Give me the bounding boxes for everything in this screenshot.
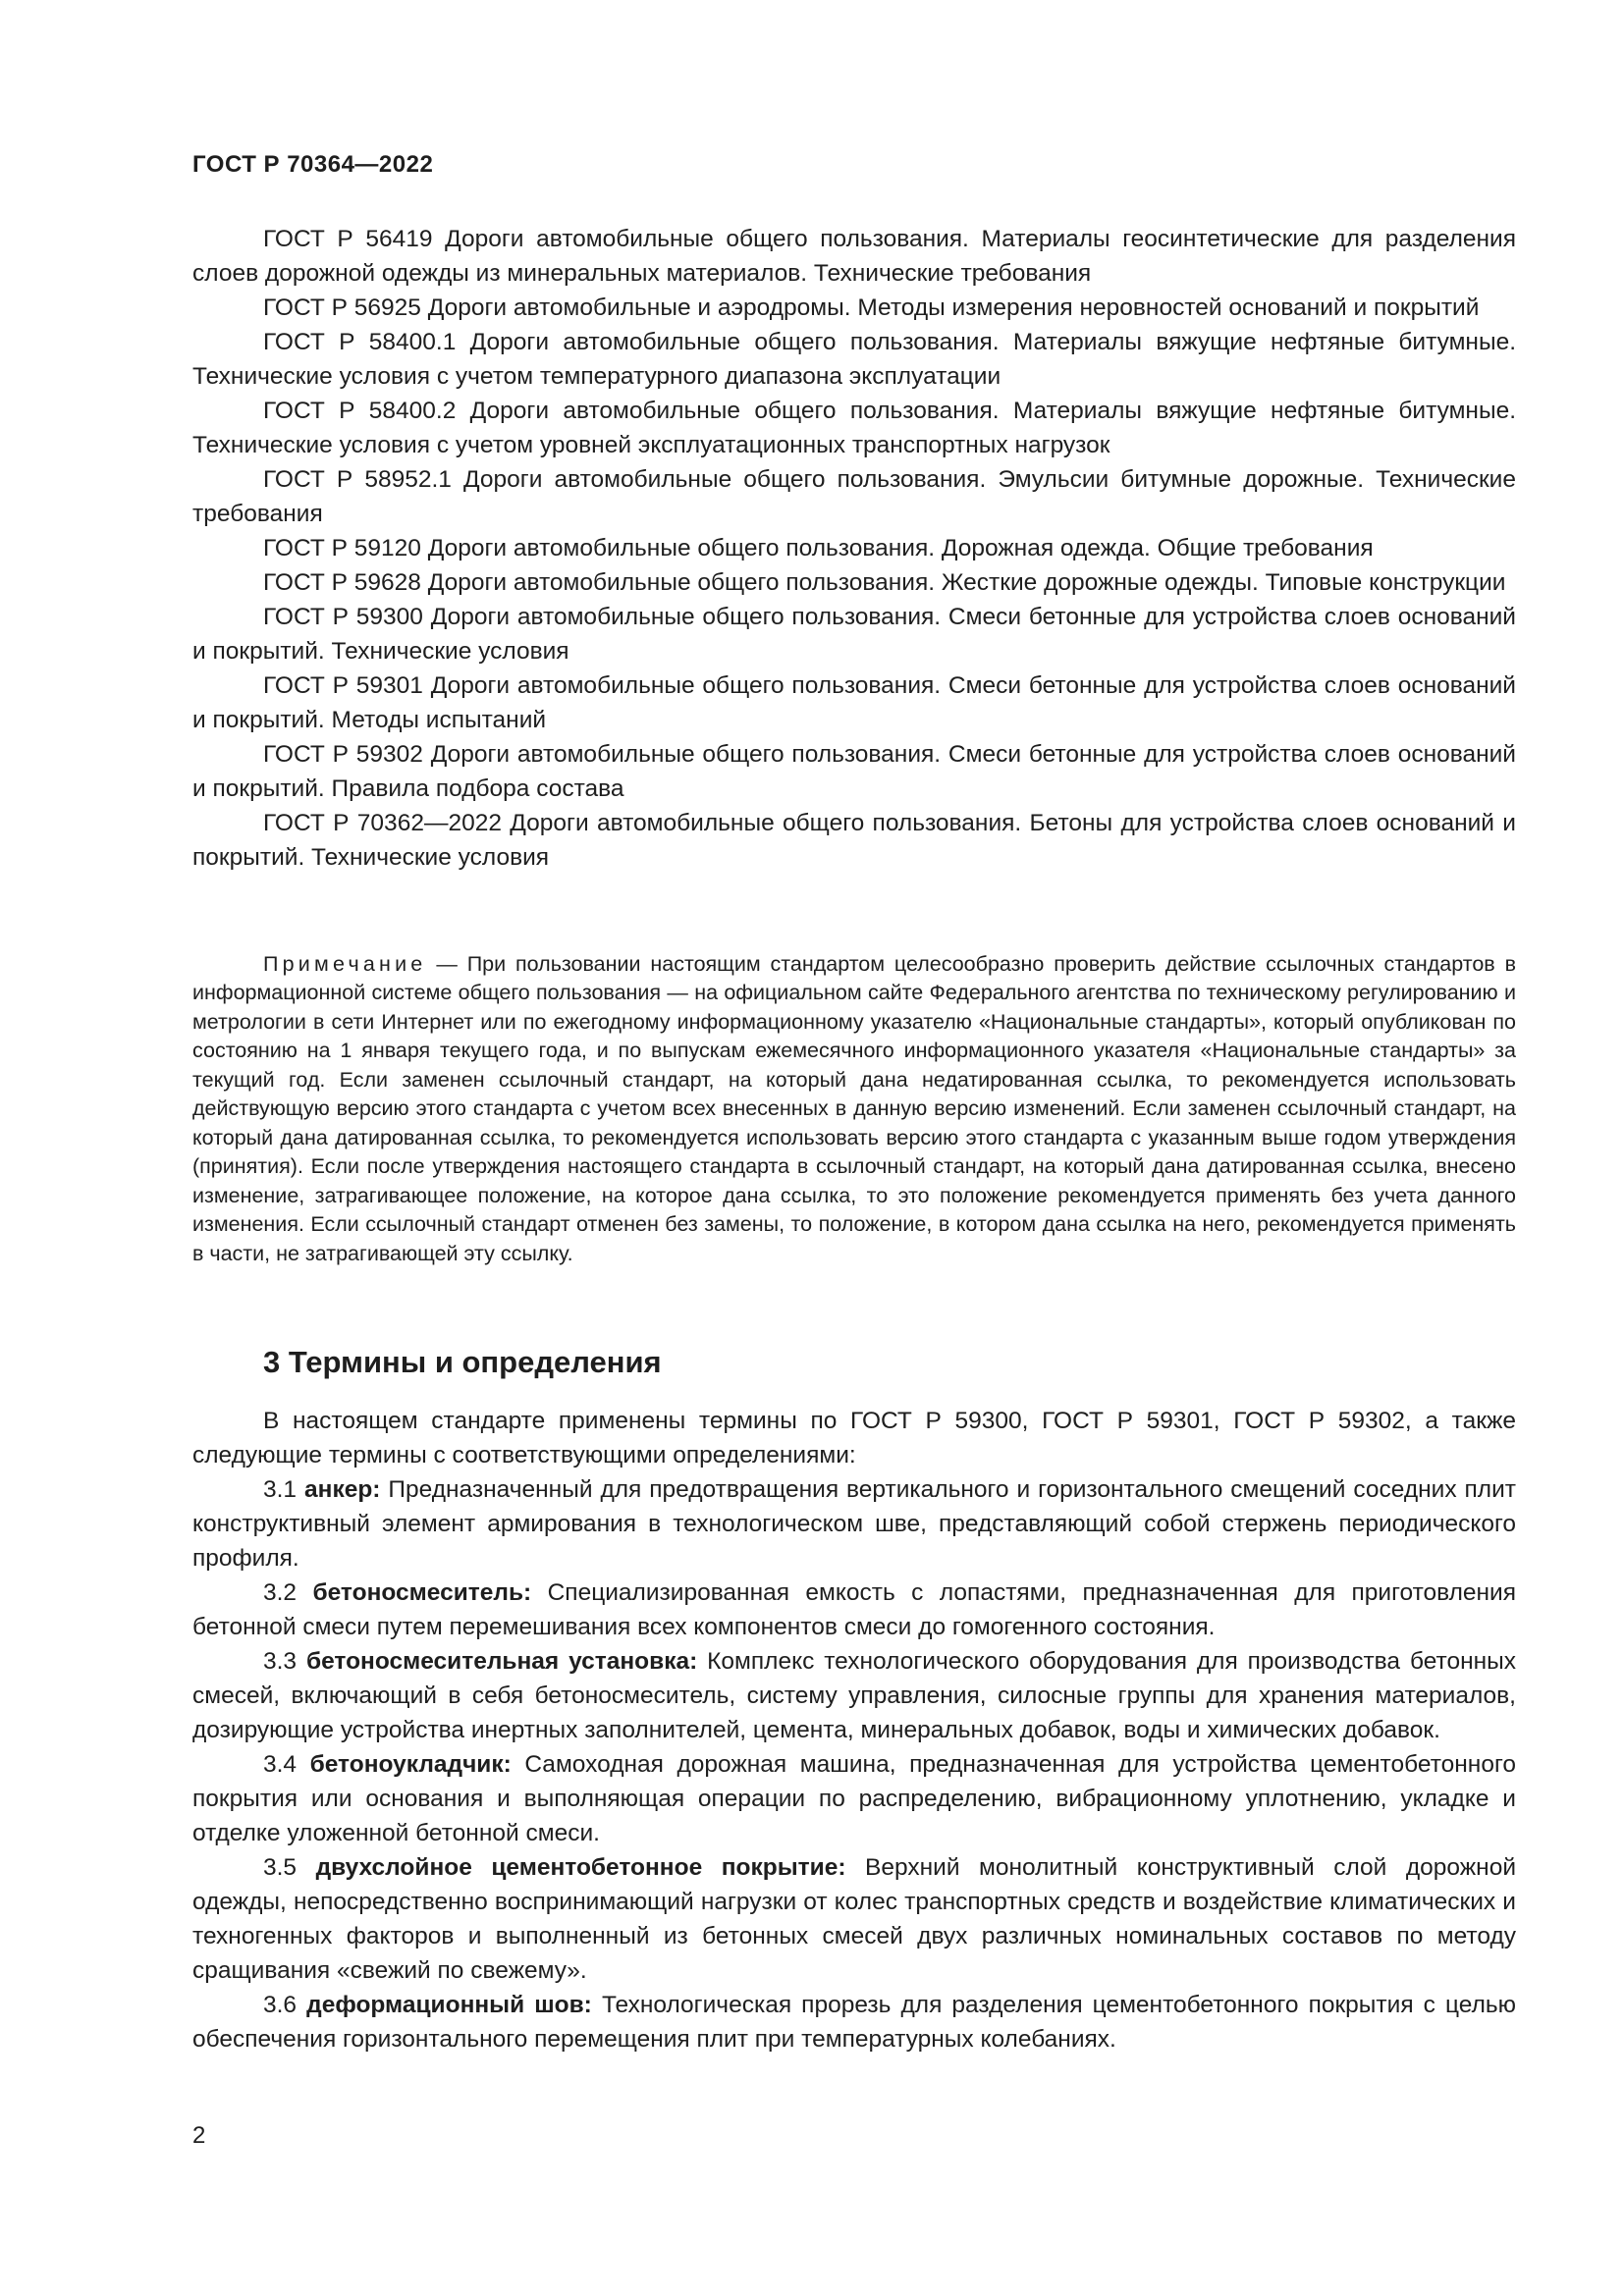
term-entry xyxy=(192,1988,1516,2056)
term-word: деформационный шов: xyxy=(306,1992,592,2018)
reference-title: Дороги автомобильные общего пользования. Смеси бетонные для устройства слоев оснований и покрытий. Правила подбора состава xyxy=(192,741,1516,802)
reference-item xyxy=(192,600,1516,668)
reference-item xyxy=(192,325,1516,394)
reference-code: ГОСТ Р 58400.2 xyxy=(263,398,457,424)
term-definition: Специализированная емкость с лопастями, предназначенная для приготовления бетонной смеси путем перемешивания всех компонентов смеси до гомогенного состояния. xyxy=(192,1579,1517,1640)
reference-code: ГОСТ Р 56925 xyxy=(263,294,421,321)
term-definition: Комплекс технологического оборудования для производства бетонных смесей, включающий в себя бетоносмеситель, систему управления, силосные группы для хранения материалов, дозирующие устройства инертных заполнителей, цемента, минеральных добавок, воды и химических добавок. xyxy=(192,1648,1517,1743)
note-label: Примечание xyxy=(263,951,427,976)
term-definition: Верхний монолитный конструктивный слой дорожной одежды, непосредственно воспринимающий нагрузки от колес транспортных средств и воздействие климатических и техногенных факторов и выполненный из бетонных смесей двух различных номинальных составов по методу сращивания «свежий по свежему». xyxy=(192,1854,1517,1984)
reference-code: ГОСТ Р 59301 xyxy=(263,672,423,699)
reference-item xyxy=(192,737,1516,806)
reference-title: Дороги автомобильные и аэродромы. Методы измерения неровностей оснований и покрытий xyxy=(427,294,1480,321)
term-word: анкер: xyxy=(304,1476,381,1503)
term-number: 3.5 xyxy=(263,1854,298,1881)
reference-item xyxy=(192,531,1516,565)
reference-item xyxy=(192,291,1516,325)
page-number: 2 xyxy=(192,2122,206,2149)
term-word: двухслойное цементобетонное покрытие: xyxy=(315,1854,846,1881)
reference-item xyxy=(192,806,1516,875)
term-definition: Самоходная дорожная машина, предназначенная для устройства цементобетонного покрытия или основания и выполняющая операции по распределению, вибрационному уплотнению, укладке и отделке уложенной бетонной смеси. xyxy=(192,1751,1516,1846)
reference-item xyxy=(192,565,1516,600)
reference-title: Дороги автомобильные общего пользования. Смеси бетонные для устройства слоев оснований и покрытий. Методы испытаний xyxy=(192,672,1516,733)
reference-title: Дороги автомобильные общего пользования. Материалы вяжущие нефтяные битумные. Технические условия с учетом уровней эксплуатационных транспортных нагрузок xyxy=(192,398,1517,458)
reference-item xyxy=(192,462,1516,531)
term-entry xyxy=(192,1747,1516,1850)
term-number: 3.6 xyxy=(263,1992,298,2018)
reference-title: Дороги автомобильные общего пользования. Материалы геосинтетические для разделения слоев дорожной одежды из минеральных материалов. Технические требования xyxy=(192,226,1516,287)
reference-title: Дороги автомобильные общего пользования. Бетоны для устройства слоев оснований и покрытий. Технические условия xyxy=(192,810,1516,871)
reference-title: Дороги автомобильные общего пользования. Дорожная одежда. Общие требования xyxy=(427,535,1374,561)
term-number: 3.4 xyxy=(263,1751,298,1778)
reference-code: ГОСТ Р 58952.1 xyxy=(263,466,452,493)
reference-code: ГОСТ Р 59300 xyxy=(263,604,423,630)
terms-list xyxy=(192,1404,1516,2056)
term-word: бетоносмеситель: xyxy=(312,1579,532,1606)
reference-code: ГОСТ Р 58400.1 xyxy=(263,329,457,355)
reference-title: Дороги автомобильные общего пользования. Эмульсии битумные дорожные. Технические требования xyxy=(192,466,1516,527)
reference-item xyxy=(192,668,1516,737)
term-entry xyxy=(192,1644,1516,1747)
term-word: бетоносмесительная установка: xyxy=(305,1648,698,1675)
section-intro: В настоящем стандарте применены термины по ГОСТ Р 59300, ГОСТ Р 59301, ГОСТ Р 59302, а также следующие термины с соответствующими определениями: xyxy=(192,1408,1516,1468)
reference-code: ГОСТ Р 59120 xyxy=(263,535,421,561)
normative-references-list xyxy=(192,222,1516,875)
term-definition: Предназначенный для предотвращения вертикального и горизонтального смещений соседних плит конструктивный элемент армирования в технологическом шве, представляющий собой стержень периодического профиля. xyxy=(192,1476,1517,1572)
reference-title: Дороги автомобильные общего пользования. Материалы вяжущие нефтяные битумные. Технические условия с учетом температурного диапазона эксплуатации xyxy=(192,329,1517,390)
reference-item xyxy=(192,222,1516,291)
term-word: бетоноукладчик: xyxy=(309,1751,512,1778)
reference-code: ГОСТ Р 59302 xyxy=(263,741,423,768)
term-entry xyxy=(192,1472,1516,1575)
reference-code: ГОСТ Р 59628 xyxy=(263,569,421,596)
reference-title: Дороги автомобильные общего пользования. Смеси бетонные для устройства слоев оснований и покрытий. Технические условия xyxy=(192,604,1516,665)
term-number: 3.1 xyxy=(263,1476,298,1503)
document-header: ГОСТ Р 70364—2022 xyxy=(192,151,434,178)
term-number: 3.3 xyxy=(263,1648,298,1675)
note-text: — При пользовании настоящим стандартом целесообразно проверить действие ссылочных стандартов в информационной системе общего пользования — на официальном сайте Федерального агентства по техническому регулированию и метрологии в сети Интернет или по ежегодному информационному указателю «Национальные стандарты», который опубликован по состоянию на 1 января текущего года, и по выпускам ежемесячного информационного указателя «Национальные стандарты» за текущий год. Если заменен ссылочный стандарт, на который дана недатированная ссылка, то рекомендуется использовать действующую версию этого стандарта с учетом всех внесенных в данную версию изменений. Если заменен ссылочный стандарт, на который дана датированная ссылка, то рекомендуется использовать версию этого стандарта с указанным выше годом утверждения (принятия). Если после утверждения настоящего стандарта в ссылочный стандарт, на который дана датированная ссылка, внесено изменение, затрагивающее положение, на которое дана ссылка, то это положение рекомендуется применять без учета данного изменения. Если ссылочный стандарт отменен без замены, то положение, в котором дана ссылка на него, рекомендуется применять в части, не затрагивающей эту ссылку. xyxy=(192,951,1516,1265)
term-entry xyxy=(192,1575,1516,1644)
reference-code: ГОСТ Р 56419 xyxy=(263,226,433,252)
term-entry xyxy=(192,1850,1516,1988)
term-number: 3.2 xyxy=(263,1579,298,1606)
reference-item xyxy=(192,394,1516,462)
term-definition: Технологическая прорезь для разделения цементобетонного покрытия с целью обеспечения горизонтального перемещения плит при температурных колебаниях. xyxy=(192,1992,1517,2053)
section-heading: 3 Термины и определения xyxy=(263,1345,662,1379)
reference-code: ГОСТ Р 70362—2022 xyxy=(263,810,502,836)
reference-title: Дороги автомобильные общего пользования. Жесткие дорожные одежды. Типовые конструкции xyxy=(427,569,1506,596)
note-paragraph xyxy=(192,950,1516,1269)
